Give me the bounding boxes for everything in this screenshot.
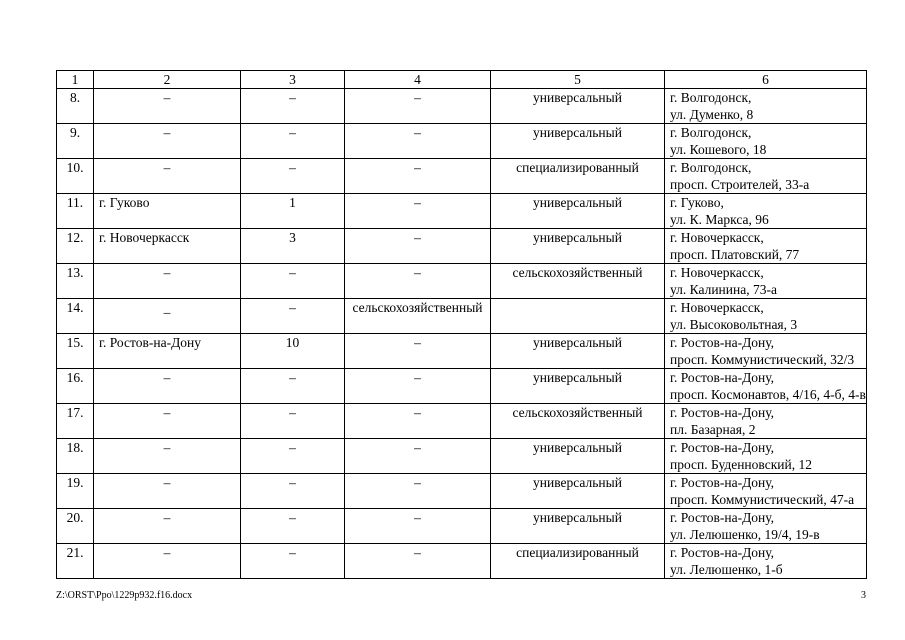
address-city-line: г. Ростов-на-Дону, xyxy=(670,370,775,385)
market-type-cell: специализированный xyxy=(491,544,665,579)
table-row xyxy=(57,89,867,124)
address-cell xyxy=(665,439,867,474)
address-city-line: г. Новочеркасск, xyxy=(670,300,764,315)
column-4-cell: – xyxy=(345,509,491,544)
page-number: 3 xyxy=(861,590,866,601)
count-cell: – xyxy=(241,509,345,544)
row-number-cell: 10. xyxy=(57,159,94,194)
address-street-line: просп. Буденновский, 12 xyxy=(670,457,812,472)
city-cell: – xyxy=(94,89,241,124)
address-street-line: ул. Высоковольтная, 3 xyxy=(670,317,798,332)
address-cell xyxy=(665,509,867,544)
count-cell: – xyxy=(241,369,345,404)
table-header-row xyxy=(57,71,867,89)
header-cell: 4 xyxy=(345,71,491,89)
city-cell: – xyxy=(94,369,241,404)
row-number-cell: 21. xyxy=(57,544,94,579)
address-cell xyxy=(665,334,867,369)
address-street-line: просп. Платовский, 77 xyxy=(670,247,800,262)
address-cell xyxy=(665,229,867,264)
count-cell: – xyxy=(241,439,345,474)
row-number-cell: 9. xyxy=(57,124,94,159)
count-cell: 1 xyxy=(241,194,345,229)
address-city-line: г. Ростов-на-Дону, xyxy=(670,510,775,525)
markets-table xyxy=(56,70,867,579)
market-type-cell: специализированный xyxy=(491,159,665,194)
address-city-line: г. Ростов-на-Дону, xyxy=(670,405,775,420)
column-4-cell: – xyxy=(345,124,491,159)
column-4-cell: – xyxy=(345,159,491,194)
row-number-cell: 11. xyxy=(57,194,94,229)
column-4-cell: – xyxy=(345,439,491,474)
city-cell: – xyxy=(94,264,241,299)
address-city-line: г. Волгодонск, xyxy=(670,90,752,105)
table-row xyxy=(57,264,867,299)
row-number-cell: 18. xyxy=(57,439,94,474)
column-4-cell: – xyxy=(345,334,491,369)
address-city-line: г. Волгодонск, xyxy=(670,160,752,175)
address-cell xyxy=(665,124,867,159)
address-city-line: г. Ростов-на-Дону, xyxy=(670,335,775,350)
market-type-cell: универсальный xyxy=(491,194,665,229)
city-cell: г. Ростов-на-Дону xyxy=(94,334,241,369)
address-cell xyxy=(665,194,867,229)
table-row xyxy=(57,439,867,474)
address-cell xyxy=(665,404,867,439)
header-cell: 6 xyxy=(665,71,867,89)
table-row xyxy=(57,509,867,544)
column-4-cell: сельскохозяйственный xyxy=(345,299,491,334)
address-city-line: г. Ростов-на-Дону, xyxy=(670,440,775,455)
table-row xyxy=(57,474,867,509)
count-cell: – xyxy=(241,544,345,579)
city-cell: – xyxy=(94,439,241,474)
document-path: Z:\ORST\Ppo\1229p932.f16.docx xyxy=(56,590,193,601)
city-cell: – xyxy=(94,404,241,439)
address-street-line: просп. Строителей, 33-а xyxy=(670,177,810,192)
address-city-line: г. Гуково, xyxy=(670,195,724,210)
address-street-line: ул. Кошевого, 18 xyxy=(670,142,767,157)
count-cell: 10 xyxy=(241,334,345,369)
city-cell: – xyxy=(94,124,241,159)
row-number-cell: 14. xyxy=(57,299,94,334)
address-street-line: ул. Лелюшенко, 1-б xyxy=(670,562,783,577)
market-type-cell: универсальный xyxy=(491,89,665,124)
address-cell xyxy=(665,89,867,124)
column-4-cell: – xyxy=(345,229,491,264)
address-cell xyxy=(665,299,867,334)
market-type-cell: универсальный xyxy=(491,474,665,509)
header-cell: 3 xyxy=(241,71,345,89)
count-cell: – xyxy=(241,159,345,194)
table-row xyxy=(57,229,867,264)
city-cell: г. Новочеркасск xyxy=(94,229,241,264)
row-number-cell: 17. xyxy=(57,404,94,439)
count-cell: – xyxy=(241,299,345,334)
address-street-line: просп. Космонавтов, 4/16, 4-б, 4-в xyxy=(670,387,866,402)
market-type-cell: универсальный xyxy=(491,509,665,544)
header-cell: 5 xyxy=(491,71,665,89)
market-type-cell: сельскохозяйственный xyxy=(491,264,665,299)
row-number-cell: 13. xyxy=(57,264,94,299)
address-cell xyxy=(665,544,867,579)
row-number-cell: 12. xyxy=(57,229,94,264)
row-number-cell: 15. xyxy=(57,334,94,369)
column-4-cell: – xyxy=(345,474,491,509)
city-cell: – xyxy=(94,509,241,544)
header-cell: 2 xyxy=(94,71,241,89)
row-number-cell: 19. xyxy=(57,474,94,509)
address-city-line: г. Ростов-на-Дону, xyxy=(670,475,775,490)
row-number-cell: 20. xyxy=(57,509,94,544)
row-number-cell: 16. xyxy=(57,369,94,404)
address-cell xyxy=(665,264,867,299)
market-type-cell: универсальный xyxy=(491,124,665,159)
count-cell: – xyxy=(241,124,345,159)
city-cell: – xyxy=(94,474,241,509)
address-street-line: просп. Коммунистический, 47-а xyxy=(670,492,855,507)
table-row xyxy=(57,299,867,334)
market-type-cell: универсальный xyxy=(491,229,665,264)
market-type-cell: универсальный xyxy=(491,439,665,474)
market-type-cell: сельскохозяйственный xyxy=(491,404,665,439)
table-row xyxy=(57,369,867,404)
table-row xyxy=(57,194,867,229)
header-cell: 1 xyxy=(57,71,94,89)
column-4-cell: – xyxy=(345,544,491,579)
column-4-cell: – xyxy=(345,369,491,404)
city-cell: – xyxy=(94,159,241,194)
column-4-cell: – xyxy=(345,264,491,299)
address-city-line: г. Волгодонск, xyxy=(670,125,752,140)
city-cell: _ xyxy=(94,299,241,334)
address-street-line: ул. Калинина, 73-а xyxy=(670,282,777,297)
market-type-cell: универсальный xyxy=(491,334,665,369)
column-4-cell: – xyxy=(345,89,491,124)
count-cell: – xyxy=(241,404,345,439)
address-city-line: г. Новочеркасск, xyxy=(670,265,764,280)
count-cell: – xyxy=(241,89,345,124)
table-row xyxy=(57,544,867,579)
city-cell: г. Гуково xyxy=(94,194,241,229)
market-type-cell: универсальный xyxy=(491,369,665,404)
address-street-line: ул. К. Маркса, 96 xyxy=(670,212,769,227)
table-row xyxy=(57,404,867,439)
table-row xyxy=(57,124,867,159)
column-4-cell: – xyxy=(345,194,491,229)
address-city-line: г. Ростов-на-Дону, xyxy=(670,545,775,560)
address-street-line: ул. Думенко, 8 xyxy=(670,107,754,122)
row-number-cell: 8. xyxy=(57,89,94,124)
address-street-line: ул. Лелюшенко, 19/4, 19-в xyxy=(670,527,820,542)
address-cell xyxy=(665,474,867,509)
count-cell: – xyxy=(241,264,345,299)
address-cell xyxy=(665,159,867,194)
column-4-cell: – xyxy=(345,404,491,439)
table-row xyxy=(57,159,867,194)
count-cell: 3 xyxy=(241,229,345,264)
address-city-line: г. Новочеркасск, xyxy=(670,230,764,245)
market-type-cell xyxy=(491,299,665,334)
address-cell xyxy=(665,369,867,404)
address-street-line: просп. Коммунистический, 32/3 xyxy=(670,352,855,367)
address-street-line: пл. Базарная, 2 xyxy=(670,422,756,437)
city-cell: – xyxy=(94,544,241,579)
count-cell: – xyxy=(241,474,345,509)
table-row xyxy=(57,334,867,369)
